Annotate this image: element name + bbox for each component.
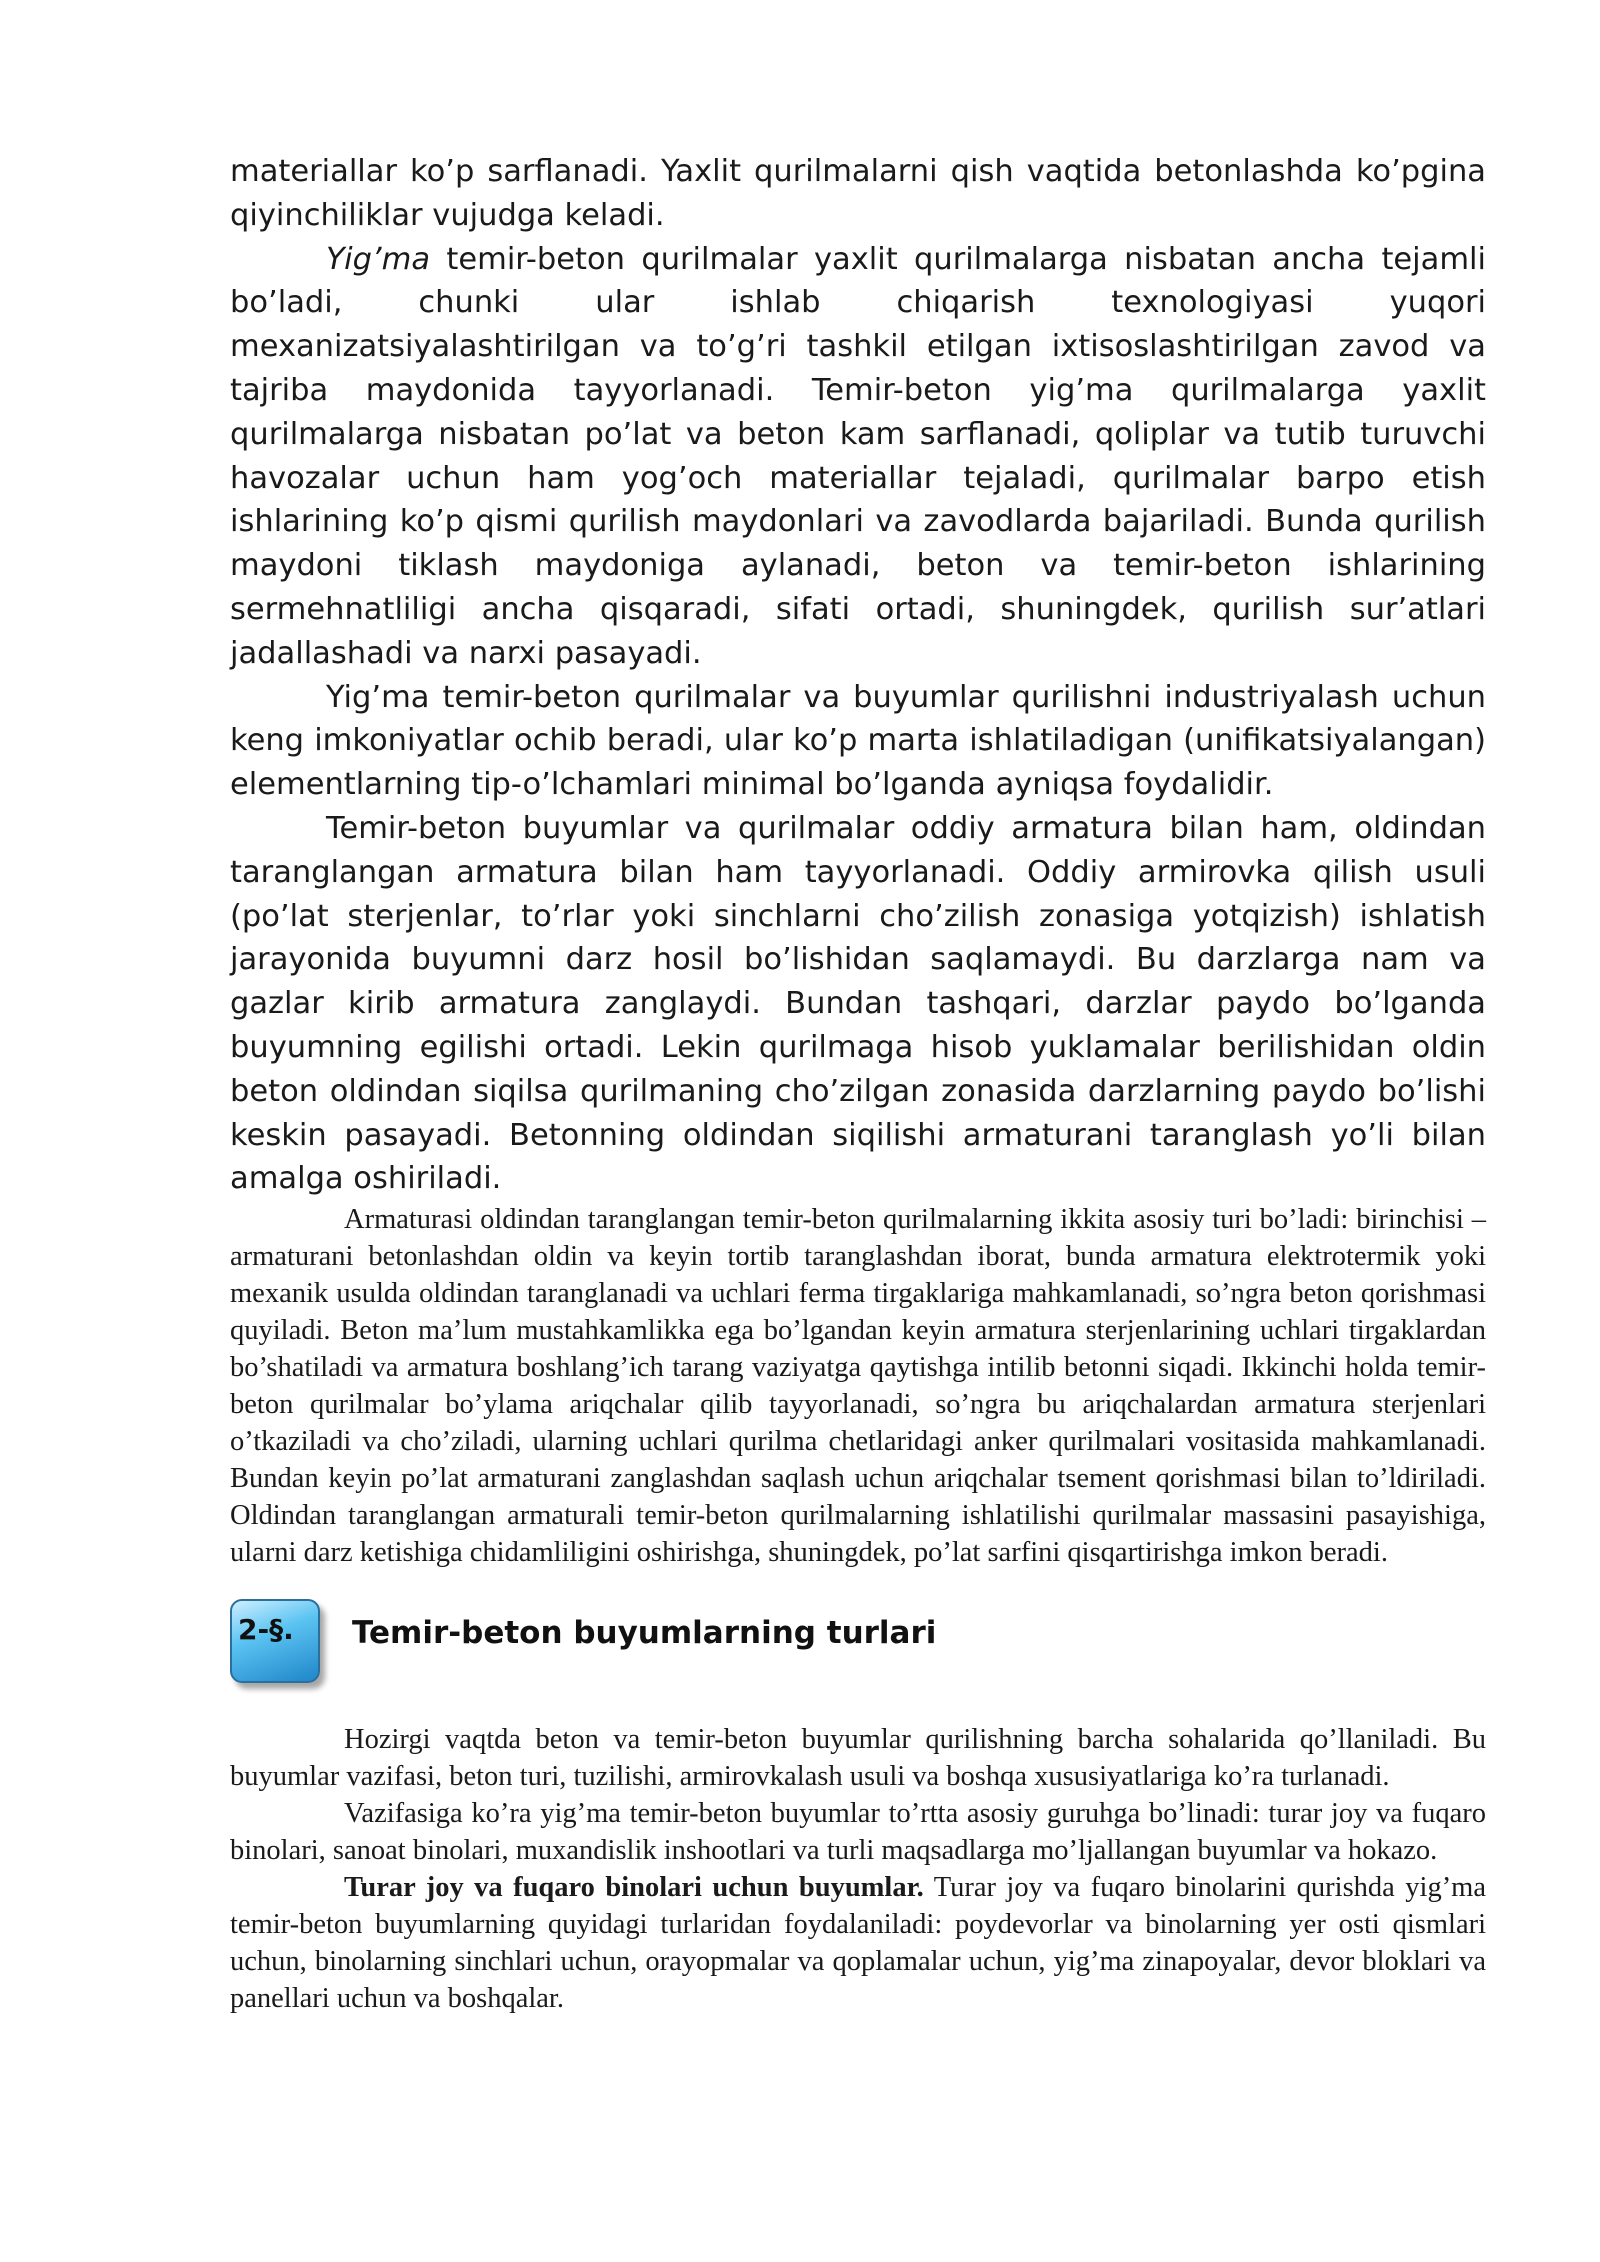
paragraph-body: Turar joy va fuqaro binolarini qurishda yig’ma temir-beton buyumlarning quyidagi turlaridan foydalaniladi: poydevorlar va binolarning yer osti qismlari uchun, binolarning sinchlari uchun, orayopmalar va qoplamalar uchun, yig’ma zinapoyalar, devor bloklari va panellari uchun va boshqalar. xyxy=(230,1872,1486,2015)
paragraph: Temir-beton buyumlar va qurilmalar oddiy armatura bilan ham, oldindan taranglangan armatura bilan ham tayyorlanadi. Oddiy armirovka qilish usuli (po’lat sterjenlar, to’rlar yoki sinchlarni cho’zilish zonasiga yotqizish) ishlatish jarayonida buyumni darz hosil bo’lishidan saqlamaydi. Bu darzlarga nam va gazlar kirib armatura zanglaydi. Bundan tashqari, darzlar paydo bo’lganda buyumning egilishi ortadi. Lekin qurilmaga hisob yuklamalar berilishidan oldin beton oldindan siqilsa qurilmaning cho’zilgan zonasida darzlarning paydo bo’lishi keskin pasayadi. Betonning oldindan siqilishi armaturani taranglash yo’li bilan amalga oshiriladi. xyxy=(230,810,1486,1197)
paragraph-body: temir-beton qurilmalar yaxlit qurilmalarga nisbatan ancha tejamli bo’ladi, chunki ular ishlab chiqarish texnologiyasi yuqori mexanizatsiyalashtirilgan va to’g’ri tashkil etilgan ixtisoslashtirilgan zavod va tajriba maydonida tayyorlanadi. Temir-beton yig’ma qurilmalarga yaxlit qurilmalarga nisbatan po’lat va beton kam sarflanadi, qoliplar va tutib turuvchi havozalar uchun ham yog’och materiallar tejaladi, qurilmalar barpo etish ishlarining ko’p qismi qurilish maydonlari va zavodlarda bajariladi. Bunda qurilish maydoni tiklash maydoniga aylanadi, beton va temir-beton ishlarining sermehnatliligi ancha qisqaradi, sifati ortadi, shuningdek, qurilish sur’atlari jadallashadi va narxi pasayadi. xyxy=(230,241,1486,671)
bold-lead: Turar joy va fuqaro binolari uchun buyumlar. xyxy=(344,1872,924,1904)
paragraph: Hozirgi vaqtda beton va temir-beton buyumlar qurilishning barcha sohalarida qo’llaniladi. Bu buyumlar vazifasi, beton turi, tuzilishi, armirovkalash usuli va boshqa xususiyatlariga ko’ra turlanadi. xyxy=(230,1724,1486,1793)
paragraph: Armaturasi oldindan taranglangan temir-beton qurilmalarning ikkita asosiy turi bo’ladi: birinchisi – armaturani betonlashdan oldin va keyin tortib taranglashdan iborat, bunda armatura elektrotermik yoki mexanik usulda oldindan taranglanadi va uchlari ferma tirgaklariga mahkamlanadi, so’ngra beton qorishmasi quyiladi. Beton ma’lum mustahkamlikka ega bo’lgandan keyin armatura sterjenlarining uchlari tirgaklardan bo’shatiladi va armatura boshlang’ich tarang vaziyatga qaytishga intilib betonni siqadi. Ikkinchi holda temir-beton qurilmalar bo’ylama ariqchalar qilib tayyorlanadi, so’ngra bu ariqchalardan armatura sterjenlari o’tkaziladi va cho’ziladi, ularning uchlari qurilma chetlaridagi anker qurilmalari vositasida mahkamlanadi. Bundan keyin po’lat armaturani zanglashdan saqlash uchun ariqchalar tsement qorishmasi bilan to’ldiriladi. Oldindan taranglangan armaturali temir-beton qurilmalarning ishlatilishi qurilmalar massasini pasayishiga, ularni darz ketishiga chidamliligini oshirishga, shuningdek, po’lat sarfini qisqartirishga imkon beradi. xyxy=(230,1204,1486,1569)
paragraph xyxy=(230,238,1486,676)
section-number: 2-§. xyxy=(238,1613,294,1647)
section-title: Temir-beton buyumlarning turlari xyxy=(352,1615,937,1652)
paragraph xyxy=(230,1869,1486,2017)
paragraph: materiallar ko’p sarflanadi. Yaxlit qurilmalarni qish vaqtida betonlashda ko’pgina qiyinchiliklar vujudga keladi. xyxy=(230,154,1486,233)
section-heading xyxy=(230,1593,1486,1713)
section-badge xyxy=(230,1599,320,1683)
paragraph: Yig’ma temir-beton qurilmalar va buyumlar qurilishni industriyalash uchun keng imkoniyatlar ochib beradi, ular ko’p marta ishlatiladigan (unifikatsiyalangan) elementlarning tip-o’lchamlari minimal bo’lganda ayniqsa foydalidir. xyxy=(230,679,1486,803)
italic-lead: Yig’ma xyxy=(326,241,431,277)
page-content xyxy=(230,150,1486,2017)
paragraph: Vazifasiga ko’ra yig’ma temir-beton buyumlar to’rtta asosiy guruhga bo’linadi: turar joy va fuqaro binolari, sanoat binolari, muxandislik inshootlari va turli maqsadlarga mo’ljallangan buyumlar va hokazo. xyxy=(230,1798,1486,1867)
sans-text-block xyxy=(230,150,1486,1201)
serif-text-block-2 xyxy=(230,1721,1486,2017)
serif-text-block xyxy=(230,1201,1486,1571)
